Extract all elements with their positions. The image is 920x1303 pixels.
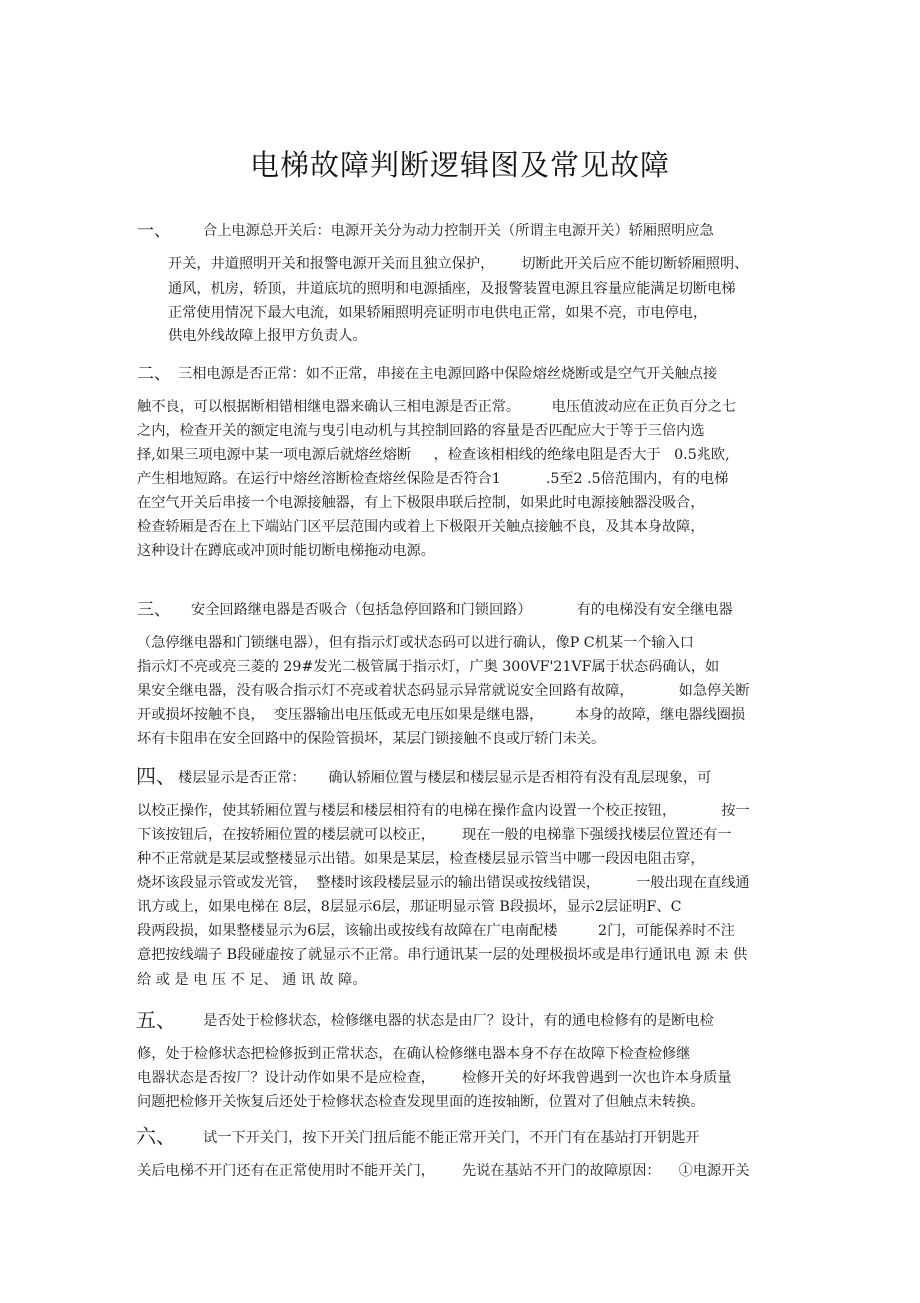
section-3-line-5: 开或损坏按触不良， 变压器输出电压低或无电压如果是继电器， 本身的故障，继电器线圈损 <box>137 707 746 723</box>
section-number-4: 四、 <box>136 764 176 788</box>
section-3-line-2: （急停继电器和门锁继电器），但有指示灯或状态码可以进行确认，像P C机某一个输入口 <box>137 635 694 651</box>
section-4-line-2: 以校正操作，使其轿厢位置与楼层和楼层相符有的电梯在操作盒内设置一个校正按钮， 按一 <box>137 803 750 819</box>
section-2-line-3: 之内，检查开关的额定电流与曳引电动机与其控制回路的容量是否匹配应大于等于三倍内选 <box>137 423 705 439</box>
section-1-line-2: 开关，井道照明开关和报警电源开关而且独立保护， 切断此开关后应不能切断轿厢照明、 <box>168 256 749 272</box>
section-6-line-2: 关后电梯不开门还有在正常使用时不能开关门， 先说在基站不开门的故障原因： ①电源开关 <box>137 1163 750 1179</box>
section-2-line-4: 择,如果三项电源中某一项电源后就熔丝熔断 ，检查该相相线的绝缘电阻是否大于 0.5兆欧, <box>137 447 730 463</box>
section-number-2: 二、 <box>137 364 171 384</box>
section-4-line-8: 意把按线端子 B段碰虚按了就显示不正常。串行通讯某一层的处理极损坏或是串行通讯电 源 未 供 <box>137 947 748 963</box>
section-2-line-8: 这种设计在蹲底或冲顶时能切断电梯拖动电源。 <box>137 543 435 559</box>
section-1-line-1: 合上电源总开关后：电源开关分为动力控制开关（所谓主电源开关）轿厢照明应急 <box>203 223 714 239</box>
section-2-line-2: 触不良，可以根据断相错相继电器来确认三相电源是否正常。 电压值波动应在正负百分之七 <box>137 399 737 415</box>
page-title: 电梯故障判断逻辑图及常见故障 <box>249 148 670 182</box>
section-3-line-6: 坏有卡阻串在安全回路中的保险管损坏，某层门锁接触不良或厅轿门未关。 <box>137 731 606 747</box>
section-4-line-6: 讯方或上，如果电梯在 8层，8层显示6层，那证明显示管 B段损坏，显示2层证明F、C <box>137 899 682 915</box>
section-3-line-3: 指示灯不亮或亮三菱的 29#发光二极管属于指示灯，广奥 300VF'21VF属于状态码确认，如 <box>137 659 720 675</box>
section-6-line-1: 试一下开关门，按下开关门扭后能不能正常开关门，不开门有在基站打开钥匙开 <box>203 1130 700 1146</box>
section-number-1: 一、 <box>137 221 171 241</box>
section-number-5: 五、 <box>136 1008 176 1032</box>
section-5-line-4: 问题把检修开关恢复后还处于检修状态检查发现里面的连按轴断，位置对了但触点未转换。 <box>137 1094 705 1110</box>
section-2-line-6: 在空气开关后串接一个电源接触器，有上下极限串联后控制，如果此时电源接触器没吸合， <box>137 495 705 511</box>
section-3-line-4: 果安全继电器，没有吸合指示灯不亮或着状态码显示异常就说安全回路有故障， 如急停关断 <box>137 683 750 699</box>
section-4-line-3: 下该按钮后，在按轿厢位置的楼层就可以校正， 现在一般的电梯靠下强缓找楼层位置还有一 <box>137 827 732 843</box>
section-5-line-1: 是否处于检修状态，检修继电器的状态是由厂？设计，有的通电检修有的是断电检 <box>203 1013 714 1029</box>
section-5-line-2: 修，处于检修状态把检修扳到正常状态，在确认检修继电器本身不存在故障下检查检修继 <box>137 1046 691 1062</box>
section-4-line-1: 楼层显示是否正常： 确认轿厢位置与楼层和楼层显示是否相符有没有乱层现象，可 <box>178 770 712 786</box>
section-2-line-5: 产生相地短路。在运行中熔丝溶断检查熔丝保险是否符合1 .5至2 .5倍范围内，有的电梯 <box>137 471 729 487</box>
section-4-line-9: 给 或 是 电 压 不 足、 通 讯 故 障。 <box>137 972 367 988</box>
section-1-line-4: 正常使用情况下最大电流，如果轿厢照明亮证明市电供电正常，如果不亮，市电停电， <box>168 305 708 321</box>
section-number-3: 三、 <box>137 600 171 620</box>
section-5-line-3: 电器状态是否按厂？设计动作如果不是应检查， 检修开关的好坏我曾遇到一次也许本身质量 <box>137 1070 732 1086</box>
section-2-line-7: 检查轿厢是否在上下端站门区平层范围内或着上下极限开关触点接触不良，及其本身故障， <box>137 519 705 535</box>
section-4-line-5: 烧坏该段显示管或发光管， 整楼时该段楼层显示的输出错误或按线错误， 一般出现在直线通 <box>137 875 750 891</box>
section-4-line-4: 种不正常就是某层或整楼显示出错。如果是某层，检查楼层显示管当中哪一段因电阻击穿， <box>137 851 705 867</box>
section-number-6: 六、 <box>136 1124 176 1148</box>
section-4-line-7: 段两段损，如果整楼显示为6层，该输出或按线有故障在广电南配楼 2门，可能保养时不注 <box>137 923 735 939</box>
section-3-line-1: 安全回路继电器是否吸合（包括急停回路和门锁回路） 有的电梯没有安全继电器 <box>191 602 733 618</box>
section-2-line-1: 三相电源是否正常：如不正常，串接在主电源回路中保险熔丝烧断或是空气开关触点接 <box>178 366 718 382</box>
section-1-line-5: 供电外线故障上报甲方负责人。 <box>168 328 367 344</box>
section-1-line-3: 通风，机房，轿顶，井道底坑的照明和电源插座，及报警装置电源且容量应能满足切断电梯 <box>168 281 736 297</box>
